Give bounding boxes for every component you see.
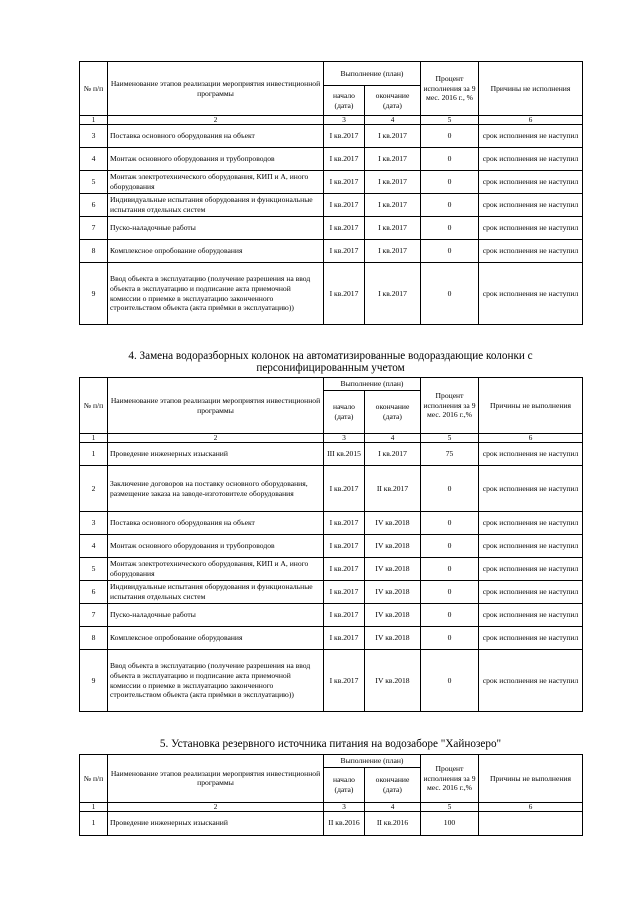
row-start: I кв.2017 — [324, 194, 365, 217]
header-plan: Выполнение (план) — [324, 62, 421, 86]
row-percent: 0 — [421, 466, 479, 512]
row-reason: срок исполнения не наступил — [479, 650, 583, 712]
row-start: I кв.2017 — [324, 558, 365, 581]
row-reason: срок исполнения не наступил — [479, 627, 583, 650]
row-name: Монтаж электротехнического оборудования, КИП и А, иного оборудования — [108, 558, 324, 581]
row-start: I кв.2017 — [324, 240, 365, 263]
row-percent: 75 — [421, 443, 479, 466]
stages-table-4 — [79, 377, 583, 712]
row-start: I кв.2017 — [324, 217, 365, 240]
row-percent: 0 — [421, 148, 479, 171]
row-start: I кв.2017 — [324, 512, 365, 535]
row-start: I кв.2017 — [324, 466, 365, 512]
row-start: II кв.2016 — [324, 811, 365, 835]
row-name: Проведение инженерных изысканий — [108, 811, 324, 835]
header-percent: Процент исполнения за 9 мес. 2016 г., % — [421, 62, 479, 116]
row-end: I кв.2017 — [365, 240, 421, 263]
col-number: 4 — [365, 802, 421, 811]
row-percent: 0 — [421, 535, 479, 558]
row-percent: 0 — [421, 558, 479, 581]
table-row — [80, 627, 583, 650]
header-start: начало (дата) — [324, 86, 365, 116]
table-row — [80, 581, 583, 604]
row-name: Поставка основного оборудования на объект — [108, 125, 324, 148]
row-num: 5 — [80, 171, 108, 194]
row-end: II кв.2017 — [365, 466, 421, 512]
table-row — [80, 148, 583, 171]
row-end: IV кв.2018 — [365, 581, 421, 604]
header-percent: Процент исполнения за 9 мес. 2016 г.,% — [421, 378, 479, 434]
header-plan: Выполнение (план) — [324, 755, 421, 768]
row-end: I кв.2017 — [365, 194, 421, 217]
row-reason: срок исполнения не наступил — [479, 217, 583, 240]
row-percent: 100 — [421, 811, 479, 835]
row-percent: 0 — [421, 240, 479, 263]
row-num: 4 — [80, 148, 108, 171]
row-num: 2 — [80, 466, 108, 512]
header-name: Наименование этапов реализации мероприятия инвестиционной программы — [108, 378, 324, 434]
header-plan: Выполнение (план) — [324, 378, 421, 391]
row-percent: 0 — [421, 194, 479, 217]
col-number: 1 — [80, 116, 108, 125]
row-start: I кв.2017 — [324, 627, 365, 650]
row-name: Ввод объекта в эксплуатацию (получение разрешения на ввод объекта в эксплуатацию и подписание акта приемочной комиссии о приемке в эксплуатацию законченного строительством объекта (акта приёмки в эксплуатацию)) — [108, 650, 324, 712]
row-start: I кв.2017 — [324, 535, 365, 558]
row-name: Индивидуальные испытания оборудования и функциональные испытания отдельных систем — [108, 581, 324, 604]
row-name: Пуско-наладочные работы — [108, 604, 324, 627]
row-end: IV кв.2018 — [365, 627, 421, 650]
row-end: I кв.2017 — [365, 263, 421, 325]
table-row — [80, 240, 583, 263]
section-5-title: 5. Установка резервного источника питания на водозаборе "Хайнозеро" — [159, 738, 502, 750]
table-row — [80, 604, 583, 627]
header-name: Наименование этапов реализации мероприятия инвестиционной программы — [108, 62, 324, 116]
row-reason: срок исполнения не наступил — [479, 148, 583, 171]
row-end: IV кв.2018 — [365, 512, 421, 535]
row-start: I кв.2017 — [324, 171, 365, 194]
table-row — [80, 443, 583, 466]
row-name: Поставка основного оборудования на объект — [108, 512, 324, 535]
row-percent: 0 — [421, 604, 479, 627]
col-number: 6 — [479, 116, 583, 125]
row-reason: срок исполнения не наступил — [479, 194, 583, 217]
row-reason: срок исполнения не наступил — [479, 558, 583, 581]
row-reason: срок исполнения не наступил — [479, 240, 583, 263]
row-end: II кв.2016 — [365, 811, 421, 835]
row-reason: срок исполнения не наступил — [479, 263, 583, 325]
col-number: 5 — [421, 802, 479, 811]
row-end: I кв.2017 — [365, 125, 421, 148]
row-percent: 0 — [421, 627, 479, 650]
row-end: IV кв.2018 — [365, 558, 421, 581]
col-number: 2 — [108, 802, 324, 811]
row-num: 7 — [80, 604, 108, 627]
row-percent: 0 — [421, 650, 479, 712]
row-end: IV кв.2018 — [365, 535, 421, 558]
col-number: 5 — [421, 434, 479, 443]
col-number: 3 — [324, 802, 365, 811]
table-row — [80, 535, 583, 558]
col-number: 6 — [479, 802, 583, 811]
table-row — [80, 466, 583, 512]
header-reasons: Причины не выполнения — [479, 378, 583, 434]
row-reason: срок исполнения не наступил — [479, 125, 583, 148]
row-name: Индивидуальные испытания оборудования и функциональные испытания отдельных систем — [108, 194, 324, 217]
row-percent: 0 — [421, 263, 479, 325]
row-num: 1 — [80, 443, 108, 466]
row-num: 9 — [80, 650, 108, 712]
row-start: I кв.2017 — [324, 650, 365, 712]
header-end: окончание (дата) — [365, 391, 421, 434]
row-num: 9 — [80, 263, 108, 325]
row-end: I кв.2017 — [365, 217, 421, 240]
table-row — [80, 125, 583, 148]
row-percent: 0 — [421, 217, 479, 240]
row-num: 3 — [80, 512, 108, 535]
table-row — [80, 650, 583, 712]
row-num: 8 — [80, 240, 108, 263]
row-name: Монтаж основного оборудования и трубопроводов — [108, 535, 324, 558]
row-name: Комплексное опробование оборудования — [108, 627, 324, 650]
row-start: I кв.2017 — [324, 581, 365, 604]
col-number: 5 — [421, 116, 479, 125]
row-num: 7 — [80, 217, 108, 240]
row-percent: 0 — [421, 171, 479, 194]
row-num: 6 — [80, 581, 108, 604]
header-start: начало (дата) — [324, 391, 365, 434]
row-reason: срок исполнения не наступил — [479, 535, 583, 558]
row-name: Пуско-наладочные работы — [108, 217, 324, 240]
header-end: окончание (дата) — [365, 767, 421, 802]
row-start: III кв.2015 — [324, 443, 365, 466]
col-number: 1 — [80, 434, 108, 443]
row-end: I кв.2017 — [365, 443, 421, 466]
row-reason: срок исполнения не наступил — [479, 512, 583, 535]
row-num: 4 — [80, 535, 108, 558]
row-name: Комплексное опробование оборудования — [108, 240, 324, 263]
header-name: Наименование этапов реализации мероприятия инвестиционной программы — [108, 755, 324, 803]
header-reasons: Причины не исполнения — [479, 62, 583, 116]
row-start: I кв.2017 — [324, 148, 365, 171]
row-name: Монтаж основного оборудования и трубопроводов — [108, 148, 324, 171]
col-number: 4 — [365, 116, 421, 125]
row-reason: срок исполнения не наступил — [479, 604, 583, 627]
row-num: 5 — [80, 558, 108, 581]
row-start: I кв.2017 — [324, 125, 365, 148]
row-num: 6 — [80, 194, 108, 217]
table-row — [80, 217, 583, 240]
header-num: № п/п — [80, 755, 108, 803]
row-reason: срок исполнения не наступил — [479, 581, 583, 604]
row-end: I кв.2017 — [365, 148, 421, 171]
row-name: Заключение договоров на поставку основного оборудования, размещение заказа на заводе-изготовителе оборудования — [108, 466, 324, 512]
table-row — [80, 194, 583, 217]
header-num: № п/п — [80, 378, 108, 434]
col-number: 3 — [324, 116, 365, 125]
row-end: I кв.2017 — [365, 171, 421, 194]
row-percent: 0 — [421, 125, 479, 148]
row-end: IV кв.2018 — [365, 650, 421, 712]
stages-table-5 — [79, 754, 583, 836]
row-name: Проведение инженерных изысканий — [108, 443, 324, 466]
col-number: 4 — [365, 434, 421, 443]
row-percent: 0 — [421, 581, 479, 604]
table-row — [80, 263, 583, 325]
section-4-title: 4. Замена водоразборных колонок на автоматизированные водораздающие колонки с персонифицированным учетом — [128, 350, 533, 374]
row-start: I кв.2017 — [324, 263, 365, 325]
row-start: I кв.2017 — [324, 604, 365, 627]
row-reason — [479, 811, 583, 835]
row-end: IV кв.2018 — [365, 604, 421, 627]
table-row — [80, 811, 583, 835]
row-name: Монтаж электротехнического оборудования, КИП и А, иного оборудования — [108, 171, 324, 194]
row-num: 3 — [80, 125, 108, 148]
row-num: 8 — [80, 627, 108, 650]
header-start: начало (дата) — [324, 767, 365, 802]
col-number: 2 — [108, 434, 324, 443]
row-reason: срок исполнения не наступил — [479, 443, 583, 466]
header-percent: Процент исполнения за 9 мес. 2016 г.,% — [421, 755, 479, 803]
header-num: № п/п — [80, 62, 108, 116]
table-row — [80, 171, 583, 194]
col-number: 6 — [479, 434, 583, 443]
row-name: Ввод объекта в эксплуатацию (получение разрешения на ввод объекта в эксплуатацию и подписание акта приемочной комиссии о приемке в эксплуатацию законченного строительством объекта (акта приёмки в эксплуатацию)) — [108, 263, 324, 325]
col-number: 1 — [80, 802, 108, 811]
row-reason: срок исполнения не наступил — [479, 171, 583, 194]
header-reasons: Причины не выполнения — [479, 755, 583, 803]
row-percent: 0 — [421, 512, 479, 535]
col-number: 3 — [324, 434, 365, 443]
col-number: 2 — [108, 116, 324, 125]
row-reason: срок исполнения не наступил — [479, 466, 583, 512]
row-num: 1 — [80, 811, 108, 835]
table-row — [80, 558, 583, 581]
stages-table-1 — [79, 61, 583, 325]
table-row — [80, 512, 583, 535]
header-end: окончание (дата) — [365, 86, 421, 116]
